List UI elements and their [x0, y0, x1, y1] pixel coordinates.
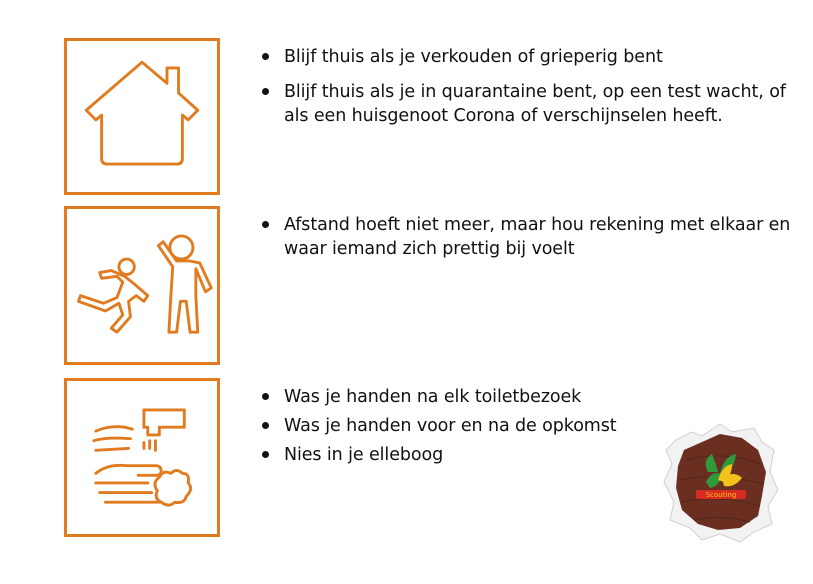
people-icon-box	[64, 206, 220, 365]
house-icon	[67, 41, 217, 192]
bullet-text: Afstand hoeft niet meer, maar hou rekening met elkaar en waar iemand zich prettig bij voelt	[284, 215, 791, 259]
bullet-text: Blijf thuis als je verkouden of grieperig bent	[284, 47, 663, 67]
list-item	[262, 45, 792, 69]
list-item	[262, 213, 792, 261]
wash-hands-icon	[67, 381, 217, 534]
hands-icon-box	[64, 378, 220, 537]
people-distance-icon	[67, 209, 217, 362]
distance-list	[262, 213, 792, 261]
scouting-logo-icon	[662, 420, 780, 544]
house-icon-box	[64, 38, 220, 195]
stay-home-list	[262, 45, 792, 139]
bullet-text: Was je handen voor en na de opkomst	[284, 416, 617, 436]
list-item	[262, 80, 792, 128]
list-item	[262, 385, 732, 409]
bullet-text: Nies in je elleboog	[284, 445, 444, 465]
bullet-text: Blijf thuis als je in quarantaine bent, op een test wacht, of als een huisgenoot Corona of verschijnselen heeft.	[284, 82, 786, 126]
scouting-logo	[662, 420, 780, 544]
logo-text: Scouting	[705, 491, 737, 499]
bullet-text: Was je handen na elk toiletbezoek	[284, 387, 582, 407]
